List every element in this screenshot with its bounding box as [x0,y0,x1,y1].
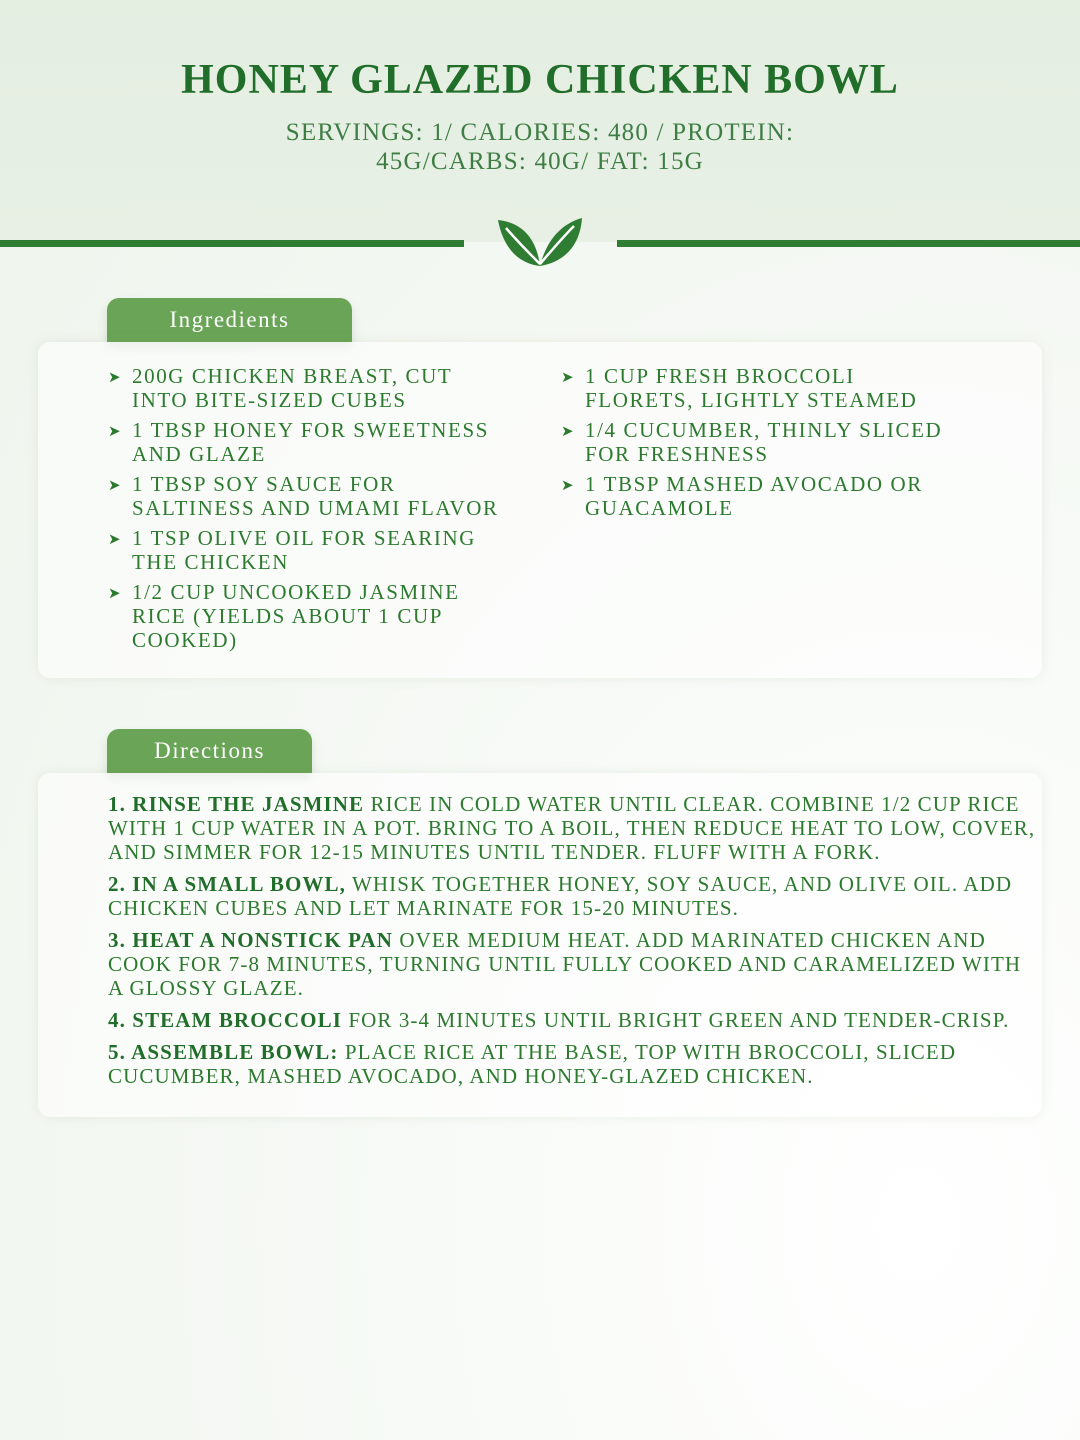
direction-step-lead: 4. STEAM BROCCOLI [108,1008,342,1032]
chevron-right-icon: ➤ [561,370,576,386]
direction-step-text: OVER MEDIUM HEAT. ADD MARINATED CHICKEN AND COOK FOR 7-8 MINUTES, TURNING UNTIL FULLY COOKED AND CARAMELIZED WITH A GLOSSY GLAZE. [108,928,1022,1000]
direction-step-lead: 2. IN A SMALL BOWL, [108,872,346,896]
ingredient-item: ➤ 1 TBSP SOY SAUCE FOR SALTINESS AND UMAMI FLAVOR [108,472,499,520]
leaf-icon [494,212,586,272]
chevron-right-icon: ➤ [108,586,123,602]
ingredient-item: ➤ 1/4 CUCUMBER, THINLY SLICED FOR FRESHNESS [561,418,943,466]
ingredient-item: ➤ 1 CUP FRESH BROCCOLI FLORETS, LIGHTLY STEAMED [561,364,918,412]
ingredient-item: ➤ 1 TSP OLIVE OIL FOR SEARING THE CHICKEN [108,526,477,574]
chevron-right-icon: ➤ [108,532,123,548]
recipe-header [0,0,1080,242]
direction-step [108,928,1038,1000]
ingredient-item: ➤ 1/2 CUP UNCOOKED JASMINE RICE (YIELDS ABOUT 1 CUP COOKED) [108,580,460,652]
direction-step-text: WHISK TOGETHER HONEY, SOY SAUCE, AND OLIVE OIL. ADD CHICKEN CUBES AND LET MARINATE FOR 15-20 MINUTES. [108,872,1013,920]
chevron-right-icon: ➤ [561,424,576,440]
direction-step [108,1008,1038,1032]
direction-step-text: RICE IN COLD WATER UNTIL CLEAR. COMBINE 1/2 CUP RICE WITH 1 CUP WATER IN A POT. BRING TO A BOIL, THEN REDUCE HEAT TO LOW, COVER, AND SIMMER FOR 12-15 MINUTES UNTIL TENDER. FLUFF WITH A FORK. [108,792,1036,864]
direction-step-lead: 5. ASSEMBLE BOWL: [108,1040,339,1064]
divider-line-right [617,240,1080,247]
directions-list [108,792,1038,1096]
direction-step [108,872,1038,920]
ingredients-heading-label: Ingredients [169,307,290,332]
recipe-title: HONEY GLAZED CHICKEN BOWL [181,57,899,103]
ingredients-heading [107,298,352,342]
ingredient-item: ➤ 200G CHICKEN BREAST, CUT INTO BITE-SIZED CUBES [108,364,452,412]
ingredients-list-left [108,364,508,658]
chevron-right-icon: ➤ [108,478,123,494]
direction-step-text: PLACE RICE AT THE BASE, TOP WITH BROCCOLI, SLICED CUCUMBER, MASHED AVOCADO, AND HONEY-GLAZED CHICKEN. [108,1040,957,1088]
nutrition-info: SERVINGS: 1/ CALORIES: 480 / PROTEIN: 45G/CARBS: 40G/ FAT: 15G [285,119,795,175]
divider-line-left [0,240,464,247]
direction-step-lead: 1. RINSE THE JASMINE [108,792,365,816]
ingredient-item: ➤ 1 TBSP MASHED AVOCADO OR GUACAMOLE [561,472,923,520]
direction-step-text: FOR 3-4 MINUTES UNTIL BRIGHT GREEN AND TENDER-CRISP. [341,1008,1010,1032]
ingredients-list-right [561,364,961,526]
direction-step [108,792,1038,864]
chevron-right-icon: ➤ [108,370,123,386]
chevron-right-icon: ➤ [561,478,576,494]
ingredient-item: ➤ 1 TBSP HONEY FOR SWEETNESS AND GLAZE [108,418,490,466]
direction-step [108,1040,1038,1088]
directions-heading [107,729,312,773]
directions-heading-label: Directions [154,738,265,763]
direction-step-lead: 3. HEAT A NONSTICK PAN [108,928,393,952]
chevron-right-icon: ➤ [108,424,123,440]
